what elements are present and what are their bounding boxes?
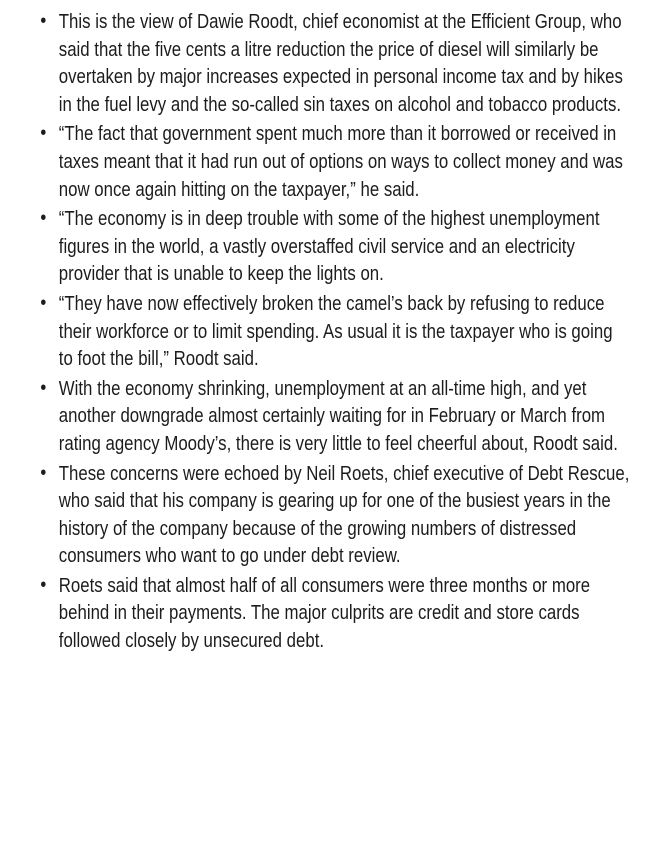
bullet-item bbox=[40, 291, 631, 374]
bullet-text: This is the view of Dawie Roodt, chief economist at the Efficient Group, who said that the five cents a litre reduction the price of diesel will similarly be overtaken by major increases expected in personal income tax and by hikes in the fuel levy and the so-called sin taxes on alcohol and tobacco products. bbox=[58, 11, 623, 116]
bullet-item bbox=[40, 9, 631, 119]
bullet-list bbox=[0, 9, 632, 656]
bullet-item bbox=[40, 573, 631, 656]
bullet-item bbox=[40, 461, 631, 571]
bullet-icon: • bbox=[40, 207, 47, 230]
bullet-item bbox=[40, 376, 631, 459]
bullet-icon: • bbox=[40, 376, 47, 399]
bullet-icon: • bbox=[40, 122, 47, 145]
bullet-icon: • bbox=[40, 573, 47, 596]
bullet-text: With the economy shrinking, unemployment at an all-time high, and yet another downgrade almost certainly waiting for in February or March from rating agency Moody’s, there is very little to feel cheerful about, Roodt said. bbox=[58, 377, 618, 455]
bullet-text: These concerns were echoed by Neil Roets, chief executive of Debt Rescue, who said that his company is gearing up for one of the busiest years in the history of the company because of the growing numbers of distressed consumers who want to go under debt review. bbox=[58, 462, 630, 568]
bullet-icon: • bbox=[40, 10, 47, 32]
bullet-text: Roets said that almost half of all consumers were three months or more behind in their payments. The major culprits are credit and store cards followed closely by unsecured debt. bbox=[58, 574, 591, 653]
bullet-text: “The fact that government spent much more than it borrowed or received in taxes meant that it had run out of options on ways to collect money and was now once again hitting on the taxpayer,” he said. bbox=[58, 123, 623, 201]
bullet-item bbox=[40, 121, 631, 204]
bullet-text: “The economy is in deep trouble with some of the highest unemployment figures in the world, a vastly overstaffed civil service and an electricity provider that is unable to keep the lights on. bbox=[58, 208, 600, 286]
bullet-text: “They have now effectively broken the camel’s back by refusing to reduce their workforce or to limit spending. As usual it is the taxpayer who is going to foot the bill,” Roodt said. bbox=[58, 292, 613, 371]
bullet-icon: • bbox=[40, 291, 47, 314]
bullet-item bbox=[40, 206, 631, 289]
bullet-icon: • bbox=[40, 461, 47, 484]
